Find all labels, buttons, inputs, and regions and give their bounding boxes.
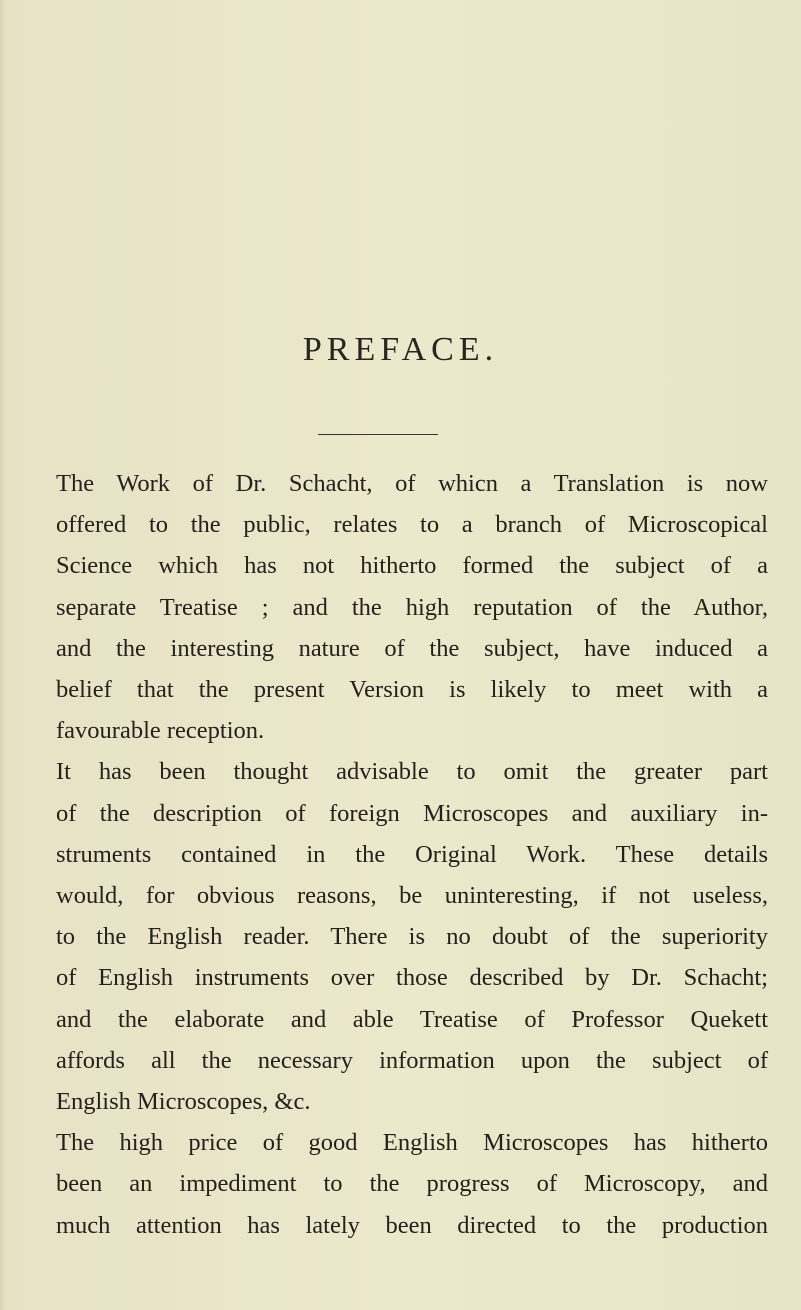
paragraph-2-line-1: It has been thought advisable to omit the greater part (56, 758, 768, 786)
paragraph-1-line-5: and the interesting nature of the subject, have induced a (56, 634, 768, 662)
paragraph-2 (56, 751, 768, 1122)
paragraph-3-line-1: The high price of good English Microscopes has hitherto (56, 1129, 768, 1157)
page-title: PREFACE. (302, 331, 499, 368)
paragraph-1-line-6: belief that the present Version is likely to meet with a (56, 676, 768, 704)
paragraph-3 (56, 1122, 768, 1246)
paragraph-2-line-9: English Microscopes, &c. (56, 1088, 311, 1116)
paragraph-3-line-3: much attention has lately been directed to the production (56, 1211, 768, 1239)
paragraph-1-line-3: Science which has not hitherto formed the subject of a (56, 552, 768, 580)
page-edge-shadow (0, 0, 6, 1310)
paragraph-2-line-6: of English instruments over those described by Dr. Schacht; (56, 964, 768, 992)
paragraph-1-line-7: favourable reception. (56, 717, 265, 745)
paragraph-1 (56, 463, 768, 751)
paragraph-1-line-1: The Work of Dr. Schacht, of whicn a Translation is now (56, 470, 768, 497)
paragraph-1-line-2: offered to the public, relates to a branch of Microscopical (56, 511, 768, 539)
paragraph-3-line-2: been an impediment to the progress of Microscopy, and (56, 1170, 768, 1198)
preface-body (56, 463, 768, 1246)
paragraph-1-line-4: separate Treatise ; and the high reputation of the Author, (56, 593, 768, 621)
paragraph-2-line-7: and the elaborate and able Treatise of Professor Quekett (56, 1005, 768, 1033)
paragraph-2-line-2: of the description of foreign Microscopes and auxiliary in- (56, 799, 768, 827)
title-rule (318, 434, 438, 435)
paragraph-2-line-4: would, for obvious reasons, be uninteresting, if not useless, (56, 882, 768, 910)
paragraph-2-line-8: affords all the necessary information upon the subject of (56, 1046, 768, 1074)
paragraph-2-line-5: to the English reader. There is no doubt of the superiority (56, 923, 768, 951)
paragraph-2-line-3: struments contained in the Original Work. These details (56, 840, 768, 868)
